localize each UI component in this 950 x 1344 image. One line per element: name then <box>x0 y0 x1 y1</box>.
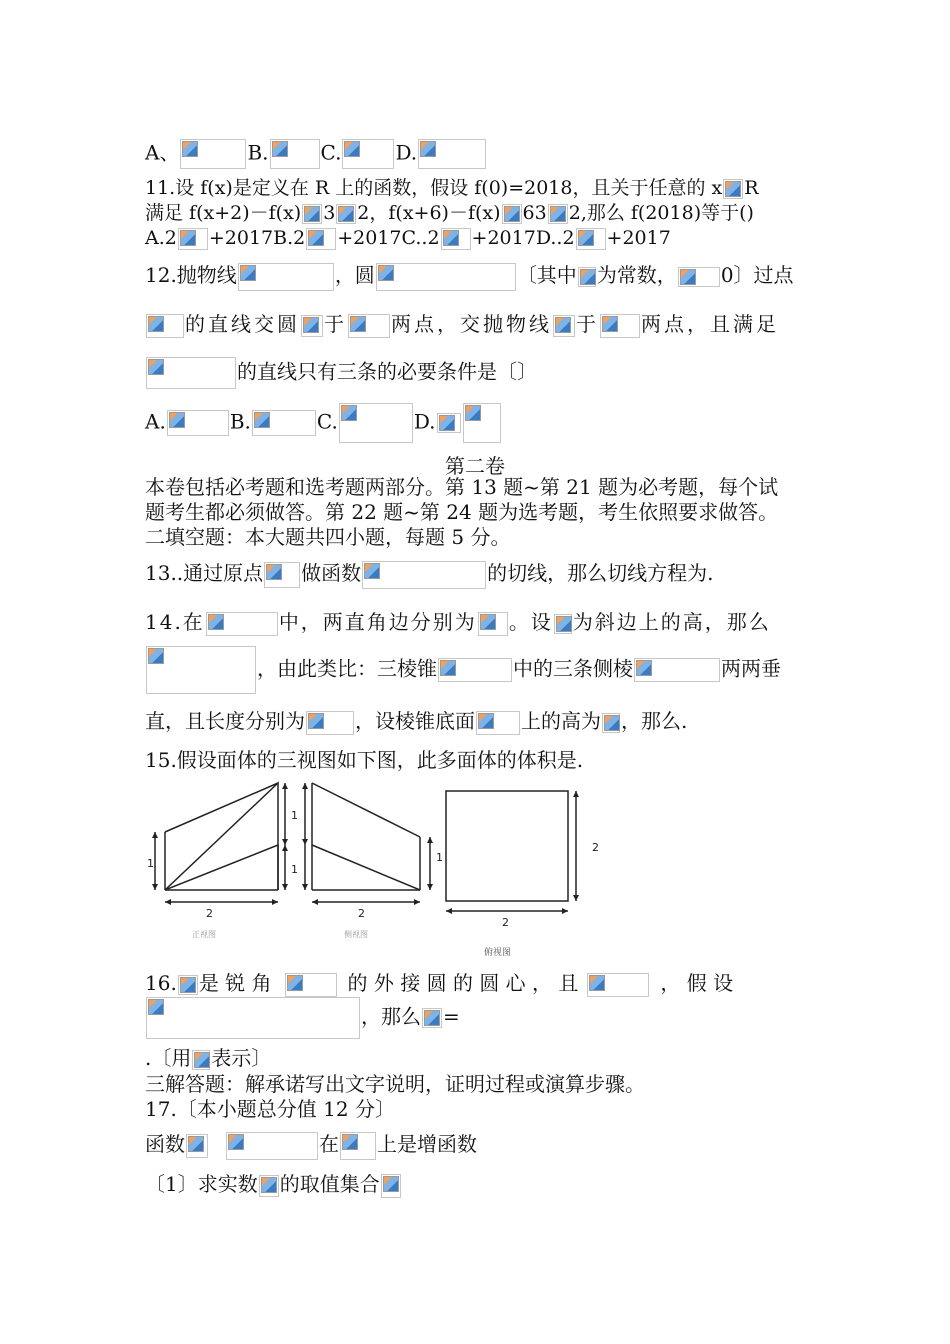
broken-image-icon <box>301 315 323 337</box>
section-fill-in-heading: 二填空题：本大题共四小题，每题 5 分。 <box>145 525 511 549</box>
q16-line-3 <box>145 1045 271 1071</box>
q16-text: 是 锐 角 <box>198 971 272 995</box>
broken-image-icon <box>146 357 236 389</box>
q12-text: 〔其中 <box>516 263 577 287</box>
broken-image-icon <box>723 179 743 199</box>
q12-text: ，圆 <box>334 263 375 287</box>
q11-option-c: +2017C..2 <box>337 227 440 249</box>
q11-text: 2,那么 f(2018)等于() <box>568 202 754 224</box>
q14-text: 中，两直角边分别为 <box>278 610 477 634</box>
broken-image-icon <box>339 403 413 443</box>
q17-text: 上是增函数 <box>377 1132 477 1156</box>
broken-image-icon <box>381 1174 401 1198</box>
part2-title: 第二卷 <box>445 454 505 478</box>
q10-option-a: A、 <box>145 140 180 165</box>
broken-image-icon <box>178 228 208 250</box>
q11-text: R <box>744 177 759 199</box>
broken-image-icon <box>264 562 300 588</box>
broken-image-icon <box>306 711 354 735</box>
q12-option-c: C. <box>316 409 338 434</box>
q14-text: 14.在 <box>145 610 205 634</box>
broken-image-icon <box>252 410 316 436</box>
q16-text: .〔用 <box>145 1046 192 1070</box>
broken-image-icon <box>342 139 394 169</box>
broken-image-icon <box>178 975 198 995</box>
q13-line <box>145 560 714 589</box>
q10-options <box>145 139 487 169</box>
broken-image-icon <box>502 204 522 224</box>
broken-image-icon <box>259 1175 279 1197</box>
q10-option-d: D. <box>395 140 418 165</box>
broken-image-icon <box>422 1008 442 1028</box>
q11-option-a: A.2 <box>145 227 177 249</box>
q11-line-2 <box>145 200 754 226</box>
dim-label: 1 <box>291 863 298 876</box>
broken-image-icon <box>306 228 336 250</box>
q12-text: 两点，交抛物线 <box>391 312 552 336</box>
q12-text: 于 <box>324 312 347 336</box>
q12-text: 于 <box>576 312 599 336</box>
q16-text: 的 外 接 圆 的 圆 心 ， 且 <box>347 971 579 995</box>
broken-image-icon <box>270 139 320 169</box>
q12-option-d: D. <box>413 409 436 434</box>
q14-text: ，那么. <box>621 709 688 733</box>
broken-image-icon <box>553 315 575 337</box>
q14-text: ，设棱锥底面 <box>355 709 475 733</box>
q14-line-2 <box>145 646 781 694</box>
broken-image-icon <box>554 614 572 634</box>
broken-image-icon <box>441 228 471 250</box>
q12-text: 12.抛物线 <box>145 263 237 287</box>
q11-text: 3 <box>323 202 336 224</box>
broken-image-icon <box>348 314 390 338</box>
broken-image-icon <box>186 1134 208 1158</box>
q12-line-1 <box>145 262 794 291</box>
q11-option-d: +2017D..2 <box>471 227 575 249</box>
q16-text: = <box>443 1004 460 1029</box>
q12-text: 的直线只有三条的必要条件是〔〕 <box>237 359 537 384</box>
q11-text: 满足 f(x+2)－f(x) <box>145 202 302 224</box>
broken-image-icon <box>146 997 360 1039</box>
q13-text: 13..通过原点 <box>145 561 264 585</box>
q17-line-1 <box>145 1131 477 1160</box>
broken-image-icon <box>478 612 508 636</box>
q12-text: 为常数， <box>596 263 677 287</box>
q16-line-2 <box>145 997 460 1039</box>
part2-intro-2: 题考生都必须做答。第 22 题~第 24 题为选考题，考生依照要求做答。 <box>145 500 779 524</box>
q14-text: 中的三条侧棱 <box>513 656 633 681</box>
broken-image-icon <box>576 228 606 250</box>
q12-line-2 <box>145 311 779 338</box>
q14-text: 两两垂 <box>721 656 781 681</box>
dim-label: 2 <box>592 841 599 854</box>
broken-image-icon <box>302 204 322 224</box>
q17-text: 在 <box>319 1132 339 1156</box>
q16-line-1 <box>145 970 733 997</box>
broken-image-icon <box>678 267 720 287</box>
q10-option-c: C. <box>320 140 342 165</box>
three-view-figure <box>140 775 620 960</box>
q17-text: 函数 <box>145 1132 185 1156</box>
q14-text: 直，且长度分别为 <box>145 709 305 733</box>
front-view-outline <box>165 783 278 890</box>
q16-text: ， 假 设 <box>660 971 734 995</box>
q14-text: 。设 <box>508 610 553 634</box>
dim-label: 1 <box>291 809 298 822</box>
view-caption: 侧视图 <box>344 930 368 939</box>
dim-label: 1 <box>436 851 443 864</box>
broken-image-icon <box>362 561 486 589</box>
broken-image-icon <box>634 658 720 682</box>
broken-image-icon <box>376 263 516 291</box>
dim-label: 2 <box>206 907 213 920</box>
broken-image-icon <box>438 658 512 682</box>
q14-line-3 <box>145 708 687 735</box>
dim-label: 1 <box>147 857 154 870</box>
q12-text: 的直线交圆 <box>185 312 300 336</box>
broken-image-icon <box>463 403 501 443</box>
broken-image-icon <box>206 612 278 636</box>
q14-text: 为斜边上的高，那么 <box>572 610 771 634</box>
broken-image-icon <box>146 646 256 694</box>
q16-text: 表示〕 <box>211 1046 272 1070</box>
q12-option-a: A. <box>145 409 166 434</box>
q12-options <box>145 403 502 443</box>
q12-text: 两点，且满足 <box>641 312 779 336</box>
q11-text: +2017 <box>606 227 671 249</box>
broken-image-icon <box>226 1132 318 1160</box>
q16-text: 16. <box>145 971 177 995</box>
q17-line-2 <box>145 1171 402 1198</box>
q17-heading: 17.〔本小题总分值 12 分〕 <box>145 1097 395 1121</box>
broken-image-icon <box>578 267 596 287</box>
q12-option-b: B. <box>229 409 251 434</box>
broken-image-icon <box>336 204 356 224</box>
section-answer-heading: 三解答题：解承诺写出文字说明，证明过程或演算步骤。 <box>145 1072 645 1096</box>
q17-text: 〔1〕求实数 <box>145 1172 258 1196</box>
q14-text: 上的高为 <box>521 709 601 733</box>
q12-line-3 <box>145 357 537 389</box>
q14-text: ，由此类比：三棱锥 <box>257 656 437 681</box>
broken-image-icon <box>167 410 229 436</box>
broken-image-icon <box>146 314 184 338</box>
q17-text: 的取值集合 <box>279 1172 380 1196</box>
q11-text: 63 <box>522 202 547 224</box>
q14-line-1 <box>145 609 771 636</box>
q13-text: 的切线，那么切线方程为. <box>487 561 714 585</box>
dim-label: 2 <box>358 907 365 920</box>
broken-image-icon <box>238 263 334 291</box>
part2-intro-1: 本卷包括必考题和选考题两部分。第 13 题~第 21 题为必考题，每个试 <box>145 475 779 499</box>
view-caption: 俯视图 <box>484 948 512 958</box>
broken-image-icon <box>600 314 640 338</box>
broken-image-icon <box>418 139 486 169</box>
q11-text: 2，f(x+6)－f(x) <box>357 202 501 224</box>
q11-text: 11.设 f(x)是定义在 R 上的函数，假设 f(0)=2018，且关于任意的 x <box>145 177 723 199</box>
broken-image-icon <box>437 413 461 433</box>
broken-image-icon <box>285 973 337 997</box>
q10-option-b: B. <box>247 140 269 165</box>
q11-line-3 <box>145 225 671 251</box>
q12-text: 0〕过点 <box>720 263 794 287</box>
broken-image-icon <box>548 204 568 224</box>
broken-image-icon <box>602 713 620 733</box>
dim-label: 2 <box>502 916 509 929</box>
q13-text: 做函数 <box>301 561 362 585</box>
q15-text: 15.假设面体的三视图如下图，此多面体的体积是. <box>145 748 584 772</box>
q11-option-b: +2017B.2 <box>208 227 306 249</box>
broken-image-icon <box>180 139 246 169</box>
q11-line-1 <box>145 175 759 201</box>
broken-image-icon <box>340 1132 376 1160</box>
broken-image-icon <box>476 711 520 735</box>
view-caption: 正视图 <box>192 930 216 939</box>
broken-image-icon <box>587 973 649 997</box>
q16-text: ，那么 <box>361 1004 421 1029</box>
broken-image-icon <box>192 1050 210 1070</box>
